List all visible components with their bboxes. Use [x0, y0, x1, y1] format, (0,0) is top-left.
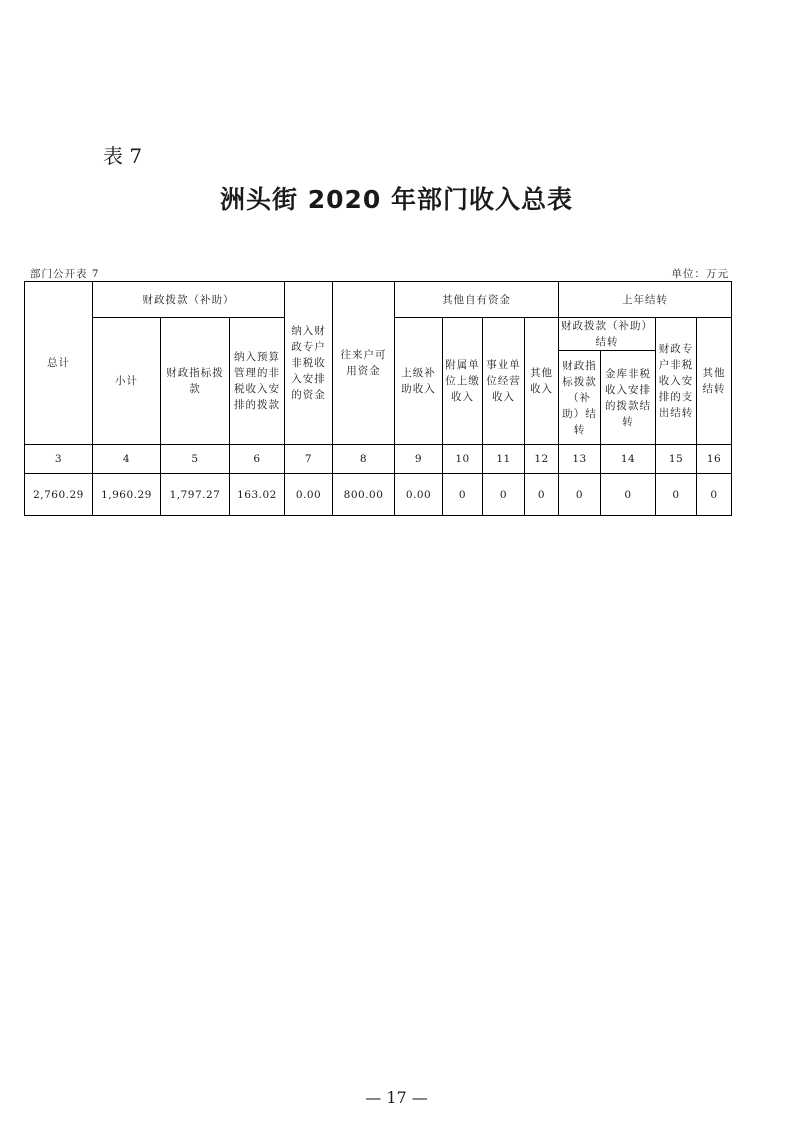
col-number: 11 — [483, 445, 525, 474]
col-number: 8 — [333, 445, 395, 474]
value-cell: 0 — [697, 474, 732, 516]
unit-label: 单位：万元 — [671, 268, 729, 280]
table-label: 表 7 — [103, 144, 143, 168]
value-cell: 0 — [443, 474, 483, 516]
col-number: 5 — [161, 445, 230, 474]
col-number: 13 — [559, 445, 601, 474]
col-number: 15 — [656, 445, 697, 474]
header-fiscal-index: 财政指标拨款 — [161, 318, 230, 445]
header-business-income: 事业单位经营收入 — [483, 318, 525, 445]
col-number: 7 — [285, 445, 333, 474]
header-carry-treasury: 金库非税收入安排的拨款结转 — [601, 351, 656, 445]
col-number: 10 — [443, 445, 483, 474]
col-number: 6 — [230, 445, 285, 474]
header-transit-funds: 往来户可用资金 — [333, 282, 395, 445]
value-cell: 163.02 — [230, 474, 285, 516]
value-cell: 0 — [601, 474, 656, 516]
value-cell: 2,760.29 — [25, 474, 93, 516]
col-number: 16 — [697, 445, 732, 474]
header-carry-index: 财政指标拨款（补助）结转 — [559, 351, 601, 445]
value-cell: 0.00 — [285, 474, 333, 516]
header-affiliated-units: 附属单位上缴收入 — [443, 318, 483, 445]
header-nontax-fiscal-funds: 纳入财政专户非税收入安排的资金 — [285, 282, 333, 445]
value-cell: 800.00 — [333, 474, 395, 516]
col-number: 12 — [525, 445, 559, 474]
header-total: 总计 — [25, 282, 93, 445]
header-subtotal: 小计 — [93, 318, 161, 445]
value-cell: 0 — [525, 474, 559, 516]
header-other-income: 其他收入 — [525, 318, 559, 445]
col-number: 14 — [601, 445, 656, 474]
header-carry-nontax: 财政专户非税收入安排的支出结转 — [656, 318, 697, 445]
income-summary-table — [24, 281, 732, 516]
value-cell: 0.00 — [395, 474, 443, 516]
value-cell: 1,960.29 — [93, 474, 161, 516]
value-cell: 0 — [656, 474, 697, 516]
col-number: 9 — [395, 445, 443, 474]
header-other-self-funds: 其他自有资金 — [395, 282, 559, 318]
header-carry-fiscal: 财政拨款（补助）结转 — [559, 318, 656, 351]
value-cell: 0 — [559, 474, 601, 516]
header-superior-subsidy: 上级补助收入 — [395, 318, 443, 445]
header-carry-other: 其他结转 — [697, 318, 732, 445]
value-cell: 0 — [483, 474, 525, 516]
header-budget-nontax: 纳入预算管理的非税收入安排的拨款 — [230, 318, 285, 445]
header-fiscal-allocation: 财政拨款（补助） — [93, 282, 285, 318]
form-number: 部门公开表 7 — [30, 268, 100, 280]
col-number: 3 — [25, 445, 93, 474]
page-number: — 17 — — [365, 1088, 428, 1107]
header-prior-year-carryover: 上年结转 — [559, 282, 732, 318]
col-number: 4 — [93, 445, 161, 474]
value-cell: 1,797.27 — [161, 474, 230, 516]
page-title: 洲头街 2020 年部门收入总表 — [220, 185, 573, 214]
